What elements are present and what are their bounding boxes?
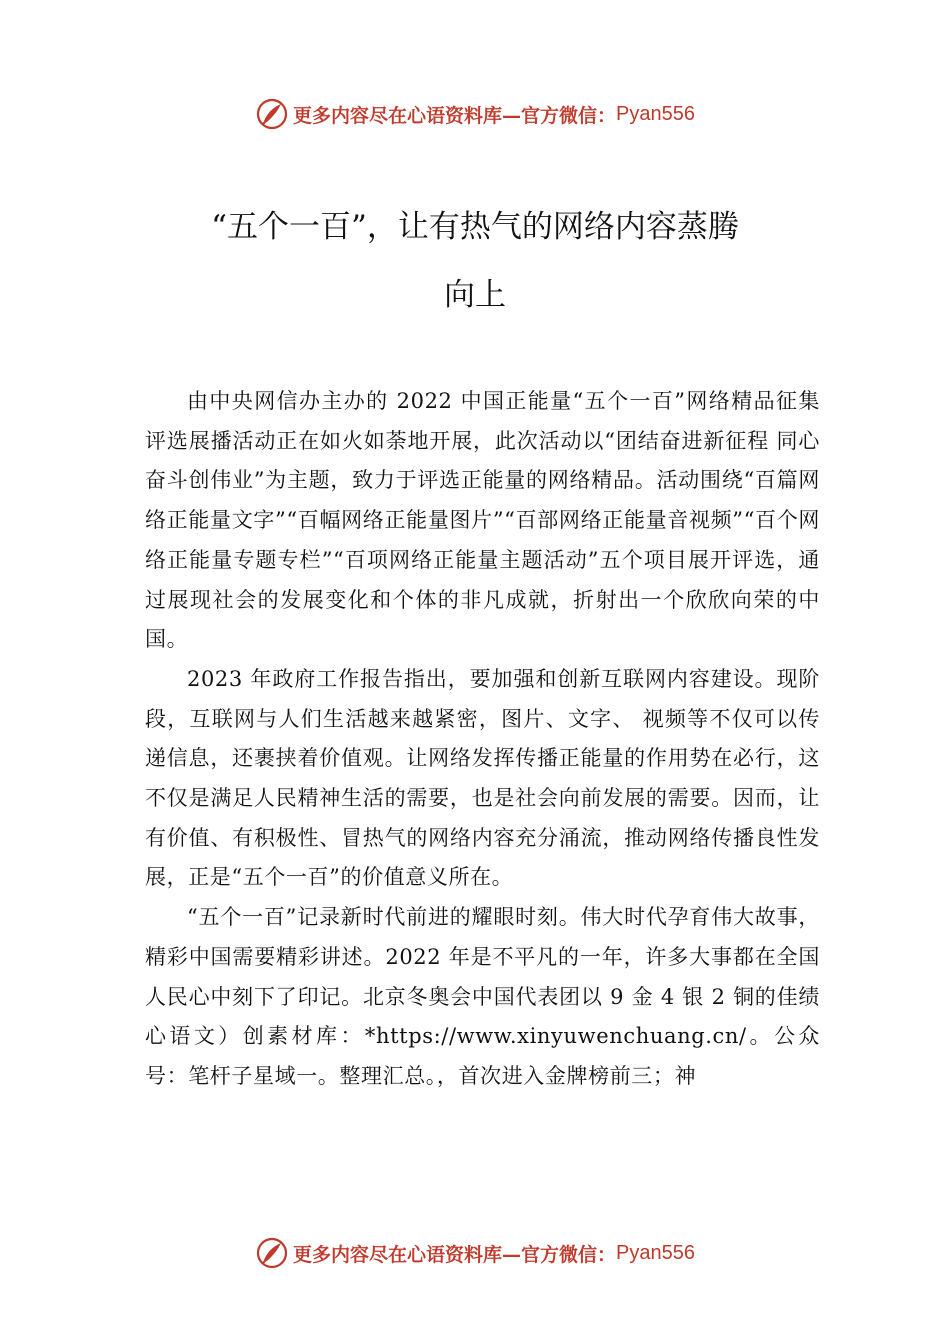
brush-pen-logo-icon [255,1236,289,1270]
watermark-text: 更多内容尽在心语资料库—官方微信： [293,1243,617,1266]
brush-pen-logo-icon [255,97,289,131]
paragraph-3: “五个一百”记录新时代前进的耀眼时刻。伟大时代孕育伟大故事，精彩中国需要精彩讲述。2022 年是不平凡的一年，许多大事都在全国人民心中刻下了印记。北京冬奥会中国代表团以 9 金 4 银 2 铜的佳绩心语文）创素材库：*https://www.xinyuwenchuang.cn/。公众号：笔杆子星域一。整理汇总。，首次进入金牌榜前三；神 [145,905,820,1088]
header-watermark-banner [0,94,950,134]
article-body [145,382,820,1097]
wechat-id: Pyan556 [616,1241,695,1264]
article-title-line-1: “五个一百”，让有热气的网络内容蒸腾 [211,209,739,245]
wechat-id: Pyan556 [616,102,695,125]
paragraph-2: 2023 年政府工作报告指出，要加强和创新互联网内容建设。现阶段，互联网与人们生活越来越紧密，图片、文字、 视频等不仅可以传递信息，还裹挟着价值观。让网络发挥传播正能量的作用势在必行，这不仅是满足人民精神生活的需要，也是社会向前发展的需要。因而，让有价值、有积极性、冒热气的网络内容充分涌流，推动网络传播良性发展，正是“五个一百”的价值意义所在。 [145,666,820,890]
paragraph-1: 由中央网信办主办的 2022 中国正能量“五个一百”网络精品征集评选展播活动正在如火如荼地开展，此次活动以“团结奋进新征程 同心奋斗创伟业”为主题，致力于评选正能量的网络精品。活动围绕“百篇网络正能量文字”“百幅网络正能量图片”“百部网络正能量音视频”“百个网络正能量专题专栏”“百项网络正能量主题活动”五个项目展开评选，通过展现社会的发展变化和个体的非凡成就，折射出一个欣欣向荣的中国。 [145,389,820,652]
article-title-line-2: 向上 [444,277,506,313]
footer-watermark-banner [0,1233,950,1273]
watermark-text: 更多内容尽在心语资料库—官方微信： [293,104,617,127]
